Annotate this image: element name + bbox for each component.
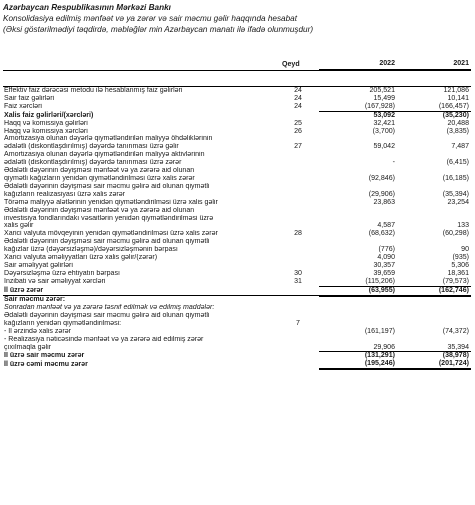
table-row (3, 207, 471, 215)
table-row (3, 344, 471, 352)
row-label: ədalətli (diskontlaşdırılmış) dəyərdə tanınması üzrə zərər (4, 159, 182, 167)
row-value-2022: 29,906 (319, 344, 397, 352)
row-note (277, 191, 319, 199)
row-note (277, 246, 319, 254)
row-value-2022: 32,421 (373, 119, 395, 127)
row-label: xalis gəlir (4, 222, 34, 230)
row-label: - Realizasiya nəticəsində mənfəət və ya zərərə aid edilmiş zərər (4, 335, 204, 343)
row-note (277, 254, 319, 262)
row-value-2021: (79,573) (397, 278, 471, 286)
row-value-2022: (776) (378, 246, 395, 254)
row-value-2021: (162,746) (397, 286, 471, 295)
row-value-2021: (74,372) (442, 327, 469, 335)
row-value-2021 (397, 135, 471, 143)
row-note (277, 336, 319, 344)
table-row (3, 151, 471, 159)
row-label: çıxılmaqla gəlir (4, 344, 51, 351)
row-value-2021: 5,306 (451, 261, 469, 269)
row-value-2021 (397, 312, 471, 320)
table-row (3, 312, 471, 320)
row-label: Sonradan mənfəət və ya zərərə təsnif edilmək və edilmiş maddələr: (4, 303, 215, 311)
row-label: kağızlar üzrə (dəyərsizləşmə)/dəyərsizləşmənin bərpası (4, 246, 178, 254)
row-value-2022: 39,659 (373, 269, 395, 277)
row-label: kağızların realizasiyası üzrə xalis zərər (4, 190, 126, 198)
row-note: 24 (294, 103, 302, 111)
row-note (277, 135, 319, 143)
row-value-2022: (92,846) (368, 174, 395, 182)
row-label: Ədalətli dəyərinin dəyişməsi sair məcmu gəlirə aid olunan qiymətli (4, 311, 210, 319)
row-note: 25 (294, 119, 302, 127)
table-row (3, 191, 471, 199)
row-label: Törəmə maliyyə alətlərinin yenidən qiymətləndirilməsi üzrə xalis gəlir (4, 198, 218, 206)
report-header (3, 2, 473, 35)
row-label: Sair məcmu zərər: (3, 296, 277, 304)
table-row (3, 167, 471, 175)
column-2022: 2022 (319, 54, 397, 70)
row-note (277, 215, 319, 223)
row-value-2021: 90 (461, 246, 469, 254)
row-label: investisiya fondlarındakı vəsaitlərin yenidən qiymətləndirilməsi üzrə (4, 214, 214, 222)
header-blank (3, 54, 277, 70)
row-note (277, 199, 319, 207)
row-note (277, 352, 319, 360)
row-note (277, 175, 319, 183)
row-value-2021 (397, 151, 471, 159)
row-label: Ədalətli dəyərinin dəyişməsi sair məcmu gəlirə aid olunan qiymətli (4, 182, 210, 190)
table-row (3, 103, 471, 111)
row-value-2022 (319, 135, 397, 143)
row-value-2021 (397, 320, 471, 328)
row-note: 24 (294, 94, 302, 102)
row-value-2021: (16,185) (442, 174, 469, 182)
row-label: Haqq və komissiya gəlirləri (4, 119, 88, 127)
row-label: Sair faiz gəlirləri (4, 94, 55, 102)
table-row (3, 254, 471, 262)
report-title: Konsolidasiya edilmiş mənfəət və ya zərər və sair məcmu gəlir haqqında hesabat (3, 14, 297, 23)
row-value-2022: 205,521 (369, 87, 395, 94)
row-note (277, 296, 319, 304)
table-row (3, 87, 471, 95)
table-row (3, 360, 471, 369)
row-value-2021 (397, 183, 471, 191)
row-note: 26 (294, 127, 302, 135)
row-label: Amortizasiya olunan dəyərlə qiymətləndirilən maliyyə aktivlərinin (4, 151, 205, 159)
row-label: kağızların yenidən qiymətləndirilməsi: (4, 319, 122, 327)
row-value-2022 (319, 183, 397, 191)
row-value-2022 (319, 167, 397, 175)
row-value-2021: 133 (457, 222, 469, 230)
table-row (3, 352, 471, 360)
row-note: 27 (294, 143, 302, 151)
table-row (3, 238, 471, 246)
row-value-2021: 23,254 (447, 198, 469, 206)
table-row (3, 222, 471, 230)
row-value-2022: - (392, 159, 395, 167)
row-note (277, 222, 319, 230)
row-value-2022: 4,587 (377, 222, 395, 230)
table-row (3, 328, 471, 336)
row-value-2022: 15,499 (373, 94, 395, 102)
row-note: 7 (296, 319, 300, 327)
row-label: İl üzrə sair məcmu zərər (4, 352, 85, 360)
table-row (3, 215, 471, 223)
row-label: İl üzrə cəmi məcmu zərər (4, 361, 88, 369)
row-label: Xarici valyuta mövqeyinin yenidən qiymətləndirilməsi üzrə xalis zərər (4, 230, 218, 238)
table-row (3, 135, 471, 143)
row-note (277, 360, 319, 369)
row-value-2022: (29,906) (368, 190, 395, 198)
table-row (3, 111, 471, 119)
row-label: Amortizasiya olunan dəyərlə qiymətləndirilən maliyyə öhdəliklərinin (4, 135, 213, 143)
row-note (277, 328, 319, 336)
row-value-2021 (397, 336, 471, 344)
row-value-2022 (319, 304, 397, 312)
row-label: qiymətli kağızların yenidən qiymətləndirilməsi üzrə xalis zərər (4, 174, 195, 182)
row-value-2022: (68,632) (368, 230, 395, 238)
row-value-2022 (319, 238, 397, 246)
row-label: Sair əməliyyat gəlirləri (4, 261, 73, 269)
row-value-2021: 10,141 (447, 94, 469, 102)
row-value-2021: (38,978) (442, 352, 469, 360)
table-row (3, 246, 471, 254)
table-row (3, 336, 471, 344)
row-note: 30 (294, 269, 302, 277)
row-note (277, 238, 319, 246)
row-label: Xarici valyuta əməliyyatları üzrə xalis gəlir/(zərər) (4, 254, 158, 262)
row-value-2021: (201,724) (397, 360, 471, 369)
table-row (3, 175, 471, 183)
row-value-2022: (63,955) (319, 286, 397, 295)
row-note: 28 (294, 230, 302, 238)
table-row (3, 304, 471, 312)
row-value-2022: (115,206) (319, 278, 397, 286)
table-row (3, 183, 471, 191)
row-value-2022: (195,246) (319, 360, 397, 369)
column-note: Qeyd (277, 54, 319, 70)
table-row (3, 159, 471, 167)
income-statement-table (3, 54, 471, 370)
table-row (3, 296, 471, 304)
row-value-2022 (319, 207, 397, 215)
row-label: Ədalətli dəyərinin dəyişməsi mənfəət və ya zərərə aid olunan (4, 206, 195, 214)
row-value-2021: (166,457) (397, 103, 471, 111)
row-label: Haqq və komissiya xərcləri (4, 127, 88, 135)
row-label: Faiz xərcləri (4, 103, 42, 111)
table-row (3, 262, 471, 270)
row-value-2022 (319, 151, 397, 159)
row-label: Effektiv faiz dərəcəsi metodu ilə hesablanmış faiz gəlirləri (4, 87, 183, 94)
row-value-2021 (397, 304, 471, 312)
row-label: Dəyərsizləşmə üzrə ehtiyatın bərpası (4, 269, 120, 277)
row-label: Ədalətli dəyərinin dəyişməsi sair məcmu gəlirə aid olunan qiymətli (4, 238, 210, 246)
row-value-2022: 53,092 (373, 111, 395, 119)
row-value-2021 (397, 238, 471, 246)
table-row (3, 270, 471, 278)
row-value-2022: (161,197) (364, 327, 395, 335)
column-2021: 2021 (397, 54, 471, 70)
row-value-2022: (167,928) (319, 103, 397, 111)
row-value-2021: (60,298) (442, 230, 469, 238)
row-value-2021: (35,394) (442, 190, 469, 198)
bank-name: Azərbaycan Respublikasının Mərkəzi Bankı (3, 3, 171, 12)
row-value-2022 (319, 215, 397, 223)
row-value-2021: (6,415) (446, 159, 469, 167)
row-value-2022: 59,042 (373, 143, 395, 151)
row-value-2022: 30,357 (373, 261, 395, 269)
row-note (277, 159, 319, 167)
row-label: Xalis faiz gəlirləri/(xərcləri) (4, 111, 94, 119)
row-value-2021: 18,361 (447, 269, 469, 277)
table-row (3, 95, 471, 103)
row-note: 31 (294, 278, 302, 286)
report-subtitle: (Əksi göstərilmədiyi təqdirdə, məbləğlər min Azərbaycan manatı ilə ifadə olunmuşdur) (3, 25, 314, 34)
row-value-2022 (319, 296, 397, 304)
row-note (277, 207, 319, 215)
row-label: İl üzrə zərər (4, 287, 44, 295)
table-row (3, 278, 471, 286)
row-value-2021 (397, 167, 471, 175)
table-row (3, 120, 471, 128)
row-value-2021 (397, 207, 471, 215)
row-label: Ədalətli dəyərinin dəyişməsi mənfəət və ya zərərə aid olunan (4, 167, 195, 175)
row-note (277, 151, 319, 159)
table-row (3, 320, 471, 328)
row-note (277, 183, 319, 191)
row-value-2021 (397, 215, 471, 223)
row-note: 24 (294, 87, 302, 94)
row-value-2021: (935) (452, 254, 469, 262)
table-row (3, 230, 471, 238)
row-label: ədalətli (diskontlaşdırılmış) dəyərdə tanınması üzrə gəlir (4, 143, 179, 151)
row-note (277, 262, 319, 270)
row-value-2021: 7,487 (451, 143, 469, 151)
spacer-row (3, 70, 471, 87)
row-label: İnzibati və sair əməliyyat xərcləri (4, 278, 106, 286)
table-row (3, 286, 471, 295)
row-value-2021: (35,230) (442, 111, 469, 119)
row-value-2021: 35,394 (397, 344, 471, 352)
table-row (3, 199, 471, 207)
row-value-2022: 4,090 (377, 254, 395, 262)
row-value-2022: (3,700) (372, 127, 395, 135)
row-note (277, 167, 319, 175)
row-note (277, 312, 319, 320)
row-value-2021: 20,488 (447, 119, 469, 127)
table-header-row (3, 54, 471, 70)
row-note (277, 111, 319, 119)
row-value-2021 (397, 296, 471, 304)
row-label: - İl ərzində xalis zərər (4, 327, 71, 335)
table-row (3, 143, 471, 151)
row-value-2022 (319, 320, 397, 328)
row-note (277, 286, 319, 295)
row-value-2022: (131,291) (364, 352, 395, 360)
row-value-2022: 23,863 (373, 198, 395, 206)
row-value-2021: 121,086 (443, 87, 469, 94)
row-note (277, 304, 319, 312)
row-value-2022 (319, 336, 397, 344)
row-value-2021: (3,835) (446, 127, 469, 135)
row-note (277, 344, 319, 352)
row-value-2022 (319, 312, 397, 320)
table-row (3, 128, 471, 136)
